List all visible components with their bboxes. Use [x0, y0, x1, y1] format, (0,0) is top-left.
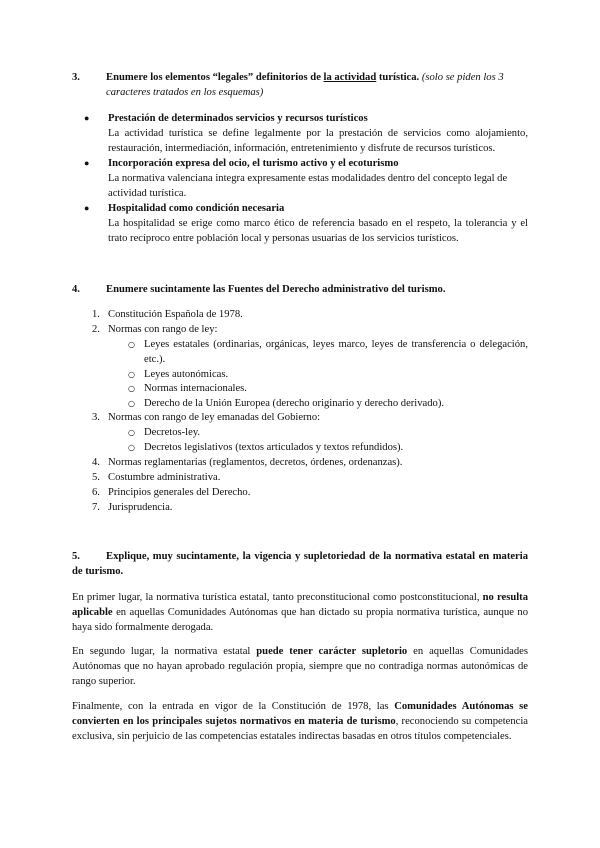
q4-list-text: Jurisprudencia. — [108, 502, 173, 513]
q5-paragraph-2 — [72, 644, 528, 689]
q4-list-number: 2. — [92, 324, 100, 335]
hollow-circle-icon: ○ — [128, 370, 135, 379]
q4-list-text: Principios generales del Derecho. — [108, 487, 251, 498]
q3-bullet-1-body: La actividad turística se define legalmente por la prestación de servicios como alojamiento, restauración, intermediación, información, entretenimiento y disfrute de recursos turísticos. — [108, 128, 528, 154]
bullet-icon: ● — [84, 113, 90, 123]
q5-p2-text-a: En segundo lugar, la normativa estatal — [72, 646, 257, 657]
question-5-line — [72, 549, 528, 579]
q4-list-text: Constitución Española de 1978. — [108, 309, 243, 320]
q5-p3-text-a: Finalmente, con la entrada en vigor de la Constitución de 1978, las — [72, 701, 395, 712]
q5-paragraph-1 — [72, 590, 528, 635]
bullet-icon: ● — [84, 158, 90, 168]
question-4-heading — [72, 282, 528, 297]
question-5-text: Explique, muy sucintamente, la vigencia y supletoriedad de la normativa estatal en materia de turismo. — [72, 551, 528, 577]
q5-p2-bold: puede tener carácter supletorio — [256, 646, 408, 657]
q5-p3-bold: Comunidades Autónomas se convierten en los principales sujetos normativos en materia de turismo — [72, 701, 528, 727]
q3-bullet-2-title: Incorporación expresa del ocio, el turismo activo y el ecoturismo — [108, 158, 399, 169]
q4-list-number: 3. — [92, 412, 100, 423]
q3-bullet-2-body: La normativa valenciana integra expresamente estas modalidades dentro del concepto legal de actividad turística. — [108, 173, 508, 199]
q4-list-text: Normas con rango de ley: — [108, 324, 218, 335]
q5-p1-bold: no resulta aplicable — [72, 592, 528, 618]
q3-bullet-1 — [84, 111, 528, 156]
question-3-text-pre: Enumere los elementos “legales” definitorios de — [106, 72, 324, 83]
q4-list-text: Normas reglamentarias (reglamentos, decretos, órdenes, ordenanzas). — [108, 457, 403, 468]
question-5-number: 5. — [72, 551, 80, 562]
q4-list-text: Normas con rango de ley emanadas del Gobierno: — [108, 412, 321, 423]
hollow-circle-icon: ○ — [128, 399, 135, 408]
question-3-note: (solo se piden los 3 caracteres tratados en los esquemas) — [106, 72, 504, 98]
q5-p1-text-c: en aquellas Comunidades Autónomas que han dictado su propia normativa turística, aunque no haya sido formalmente derogada. — [72, 607, 528, 633]
q4-list-text: Costumbre administrativa. — [108, 472, 221, 483]
q5-p2-text-c: en aquellas Comunidades Autónomas que no hayan aprobado regulación propia, siempre que no contradiga normas autonómicas de rango superior. — [72, 646, 528, 687]
hollow-circle-icon: ○ — [128, 428, 135, 437]
q3-bullet-3-title: Hospitalidad como condición necesaria — [108, 203, 285, 214]
question-3-line — [72, 70, 528, 100]
q4-sub-text: Decretos-ley. — [144, 427, 201, 438]
q3-bullet-3 — [84, 201, 528, 246]
q3-bullet-3-body: La hospitalidad se erige como marco ético de referencia basado en el respeto, la tolerancia y el trato recíproco entre población local y personas usuarias de los servicios turísticos. — [108, 218, 528, 244]
q4-list-number: 1. — [92, 309, 100, 320]
q4-list-number: 4. — [92, 457, 100, 468]
q4-list-number: 6. — [92, 487, 100, 498]
q4-sub-text: Derecho de la Unión Europea (derecho originario y derecho derivado). — [144, 398, 445, 409]
question-4-text: Enumere sucintamente las Fuentes del Derecho administrativo del turismo. — [106, 284, 446, 295]
q5-p3-text-c: , reconociendo su competencia exclusiva, sin perjuicio de las competencias estatales indirectas basadas en otros títulos competenciales. — [72, 716, 528, 742]
question-4-number: 4. — [72, 284, 80, 295]
q5-p1-text-a: En primer lugar, la normativa turística estatal, tanto preconstitucional como postconstitucional, — [72, 592, 483, 603]
q4-sub-text: Leyes autonómicas. — [144, 369, 229, 380]
question-4-line — [72, 282, 528, 297]
hollow-circle-icon: ○ — [128, 340, 135, 349]
q4-list-number: 7. — [92, 502, 100, 513]
question-5-heading — [72, 549, 528, 579]
hollow-circle-icon: ○ — [128, 443, 135, 452]
q5-paragraph-3 — [72, 699, 528, 744]
q4-list-number: 5. — [92, 472, 100, 483]
question-3-text-underlined: la actividad — [323, 72, 377, 83]
question-3-heading — [72, 70, 528, 100]
q4-sub-text: Leyes estatales (ordinarias, orgánicas, leyes marco, leyes de transferencia o delegación, etc.). — [144, 339, 528, 365]
q4-sub-text: Decretos legislativos (textos articulados y textos refundidos). — [144, 442, 404, 453]
q4-sub-text: Normas internacionales. — [144, 383, 247, 394]
question-3-number: 3. — [72, 72, 80, 83]
hollow-circle-icon: ○ — [128, 384, 135, 393]
question-3-text — [106, 70, 528, 100]
q3-bullet-1-title: Prestación de determinados servicios y recursos turísticos — [108, 113, 368, 124]
q3-bullet-2 — [84, 156, 528, 201]
question-3-text-post: turística. — [376, 72, 420, 83]
bullet-icon: ● — [84, 203, 90, 213]
